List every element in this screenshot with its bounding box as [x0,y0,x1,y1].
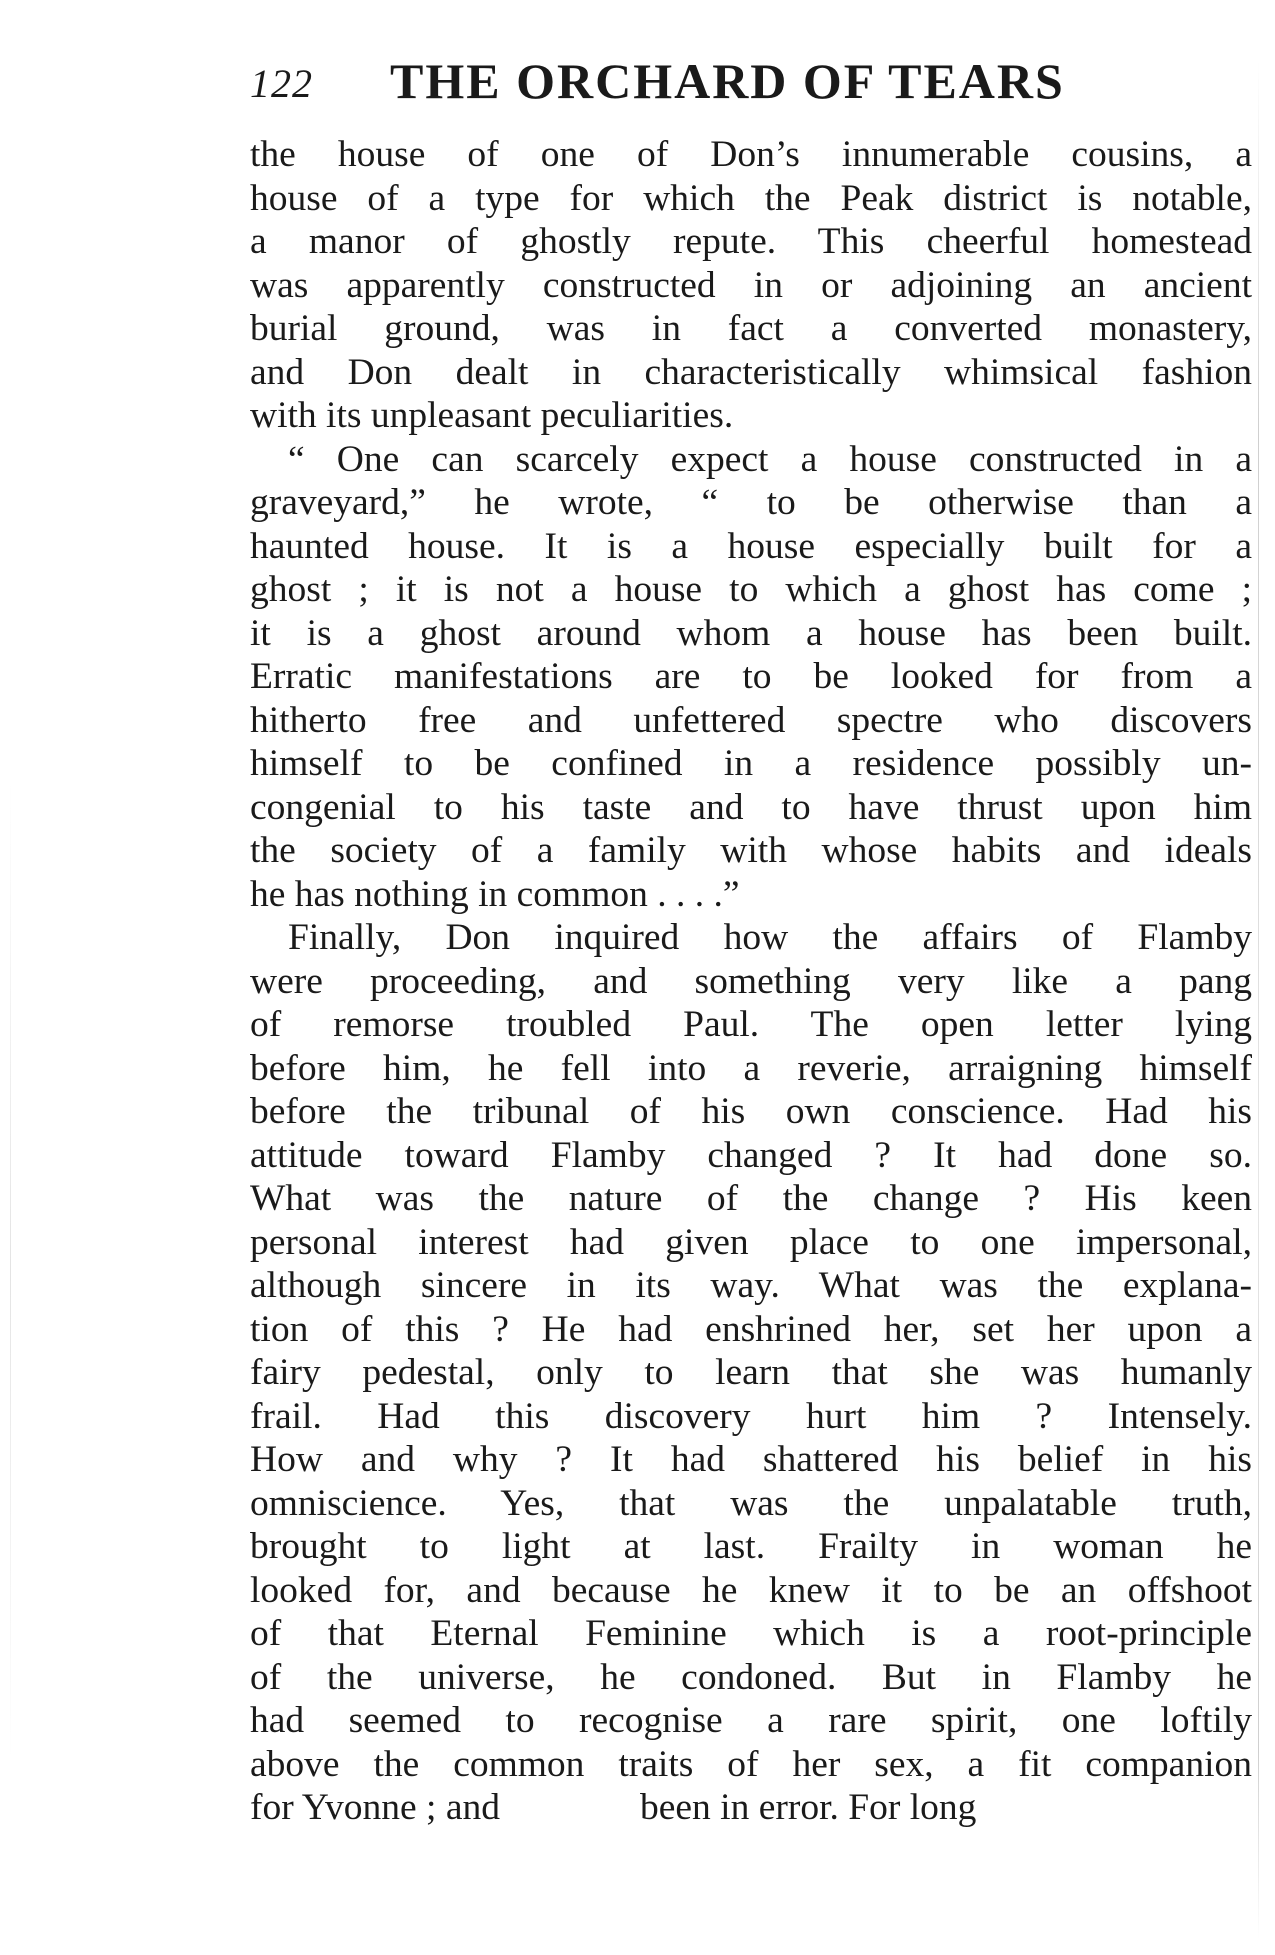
text-line: were proceeding, and something very like a pang [250,960,1252,1002]
text-fragment: been in error. For long [640,1787,977,1828]
text-line: was apparently constructed in or adjoining an ancient [250,264,1252,306]
text-line: What was the nature of the change ? His keen [250,1178,1252,1219]
text-line: had seemed to recognise a rare spirit, one loftily [250,1700,1252,1741]
text-line-last [250,1786,1252,1830]
text-line: Erratic manifestations are to be looked for from a [250,656,1252,697]
text-line-paragraph-end: with its unpleasant peculiarities. [250,395,734,436]
text-line: brought to light at last. Frailty in woman he [250,1526,1252,1567]
page-header [250,52,1130,112]
text-line: himself to be confined in a residence possibly un- [250,743,1252,784]
text-line: although sincere in its way. What was the explana- [250,1265,1252,1306]
text-line: omniscience. Yes, that was the unpalatable truth, [250,1482,1252,1524]
text-line: above the common traits of her sex, a fit companion [250,1743,1252,1785]
text-line: before the tribunal of his own conscience. Had his [250,1091,1252,1132]
text-line: house of a type for which the Peak district is notable, [250,177,1252,219]
text-line-paragraph-start: Finally, Don inquired how the affairs of Flamby [288,917,1252,958]
text-line-paragraph-end: he has nothing in common . . . .” [250,873,740,915]
text-line: personal interest had given place to one impersonal, [250,1221,1252,1263]
text-line: congenial to his taste and to have thrust upon him [250,786,1252,828]
page-number: 122 [250,61,313,106]
text-line: the house of one of Don’s innumerable cousins, a [250,134,1252,175]
text-line: ghost ; it is not a house to which a ghost has come ; [250,569,1252,610]
text-line: attitude toward Flamby changed ? It had done so. [250,1134,1252,1176]
text-line: frail. Had this discovery hurt him ? Intensely. [250,1395,1252,1437]
text-line: tion of this ? He had enshrined her, set her upon a [250,1308,1252,1350]
text-line: graveyard,” he wrote, “ to be otherwise than a [250,482,1252,523]
text-line: it is a ghost around whom a house has been built. [250,612,1252,654]
text-fragment: for Yvonne ; and [250,1787,500,1828]
text-line: looked for, and because he knew it to be an offshoot [250,1569,1252,1611]
text-line: of the universe, he condoned. But in Flamby he [250,1656,1252,1698]
text-line: haunted house. It is a house especially built for a [250,525,1252,567]
running-title: THE ORCHARD OF TEARS [390,53,1065,109]
text-line: a manor of ghostly repute. This cheerful homestead [250,221,1252,262]
text-line: How and why ? It had shattered his belief in his [250,1439,1252,1480]
page-edge-shadow-right [1258,60,1259,1940]
text-line: burial ground, was in fact a converted monastery, [250,308,1252,349]
text-line: fairy pedestal, only to learn that she was humanly [250,1352,1252,1393]
text-line: of that Eternal Feminine which is a root-principle [250,1613,1252,1654]
text-line: and Don dealt in characteristically whimsical fashion [250,351,1252,393]
text-line: of remorse troubled Paul. The open letter lying [250,1004,1252,1045]
text-line: hitherto free and unfettered spectre who discovers [250,699,1252,741]
body-text [250,133,1252,1830]
text-line: before him, he fell into a reverie, arraigning himself [250,1047,1252,1089]
page-edge-shadow-left [10,780,11,1760]
text-line: the society of a family with whose habits and ideals [250,830,1252,871]
text-line-paragraph-start: “ One can scarcely expect a house constructed in a [288,438,1252,480]
